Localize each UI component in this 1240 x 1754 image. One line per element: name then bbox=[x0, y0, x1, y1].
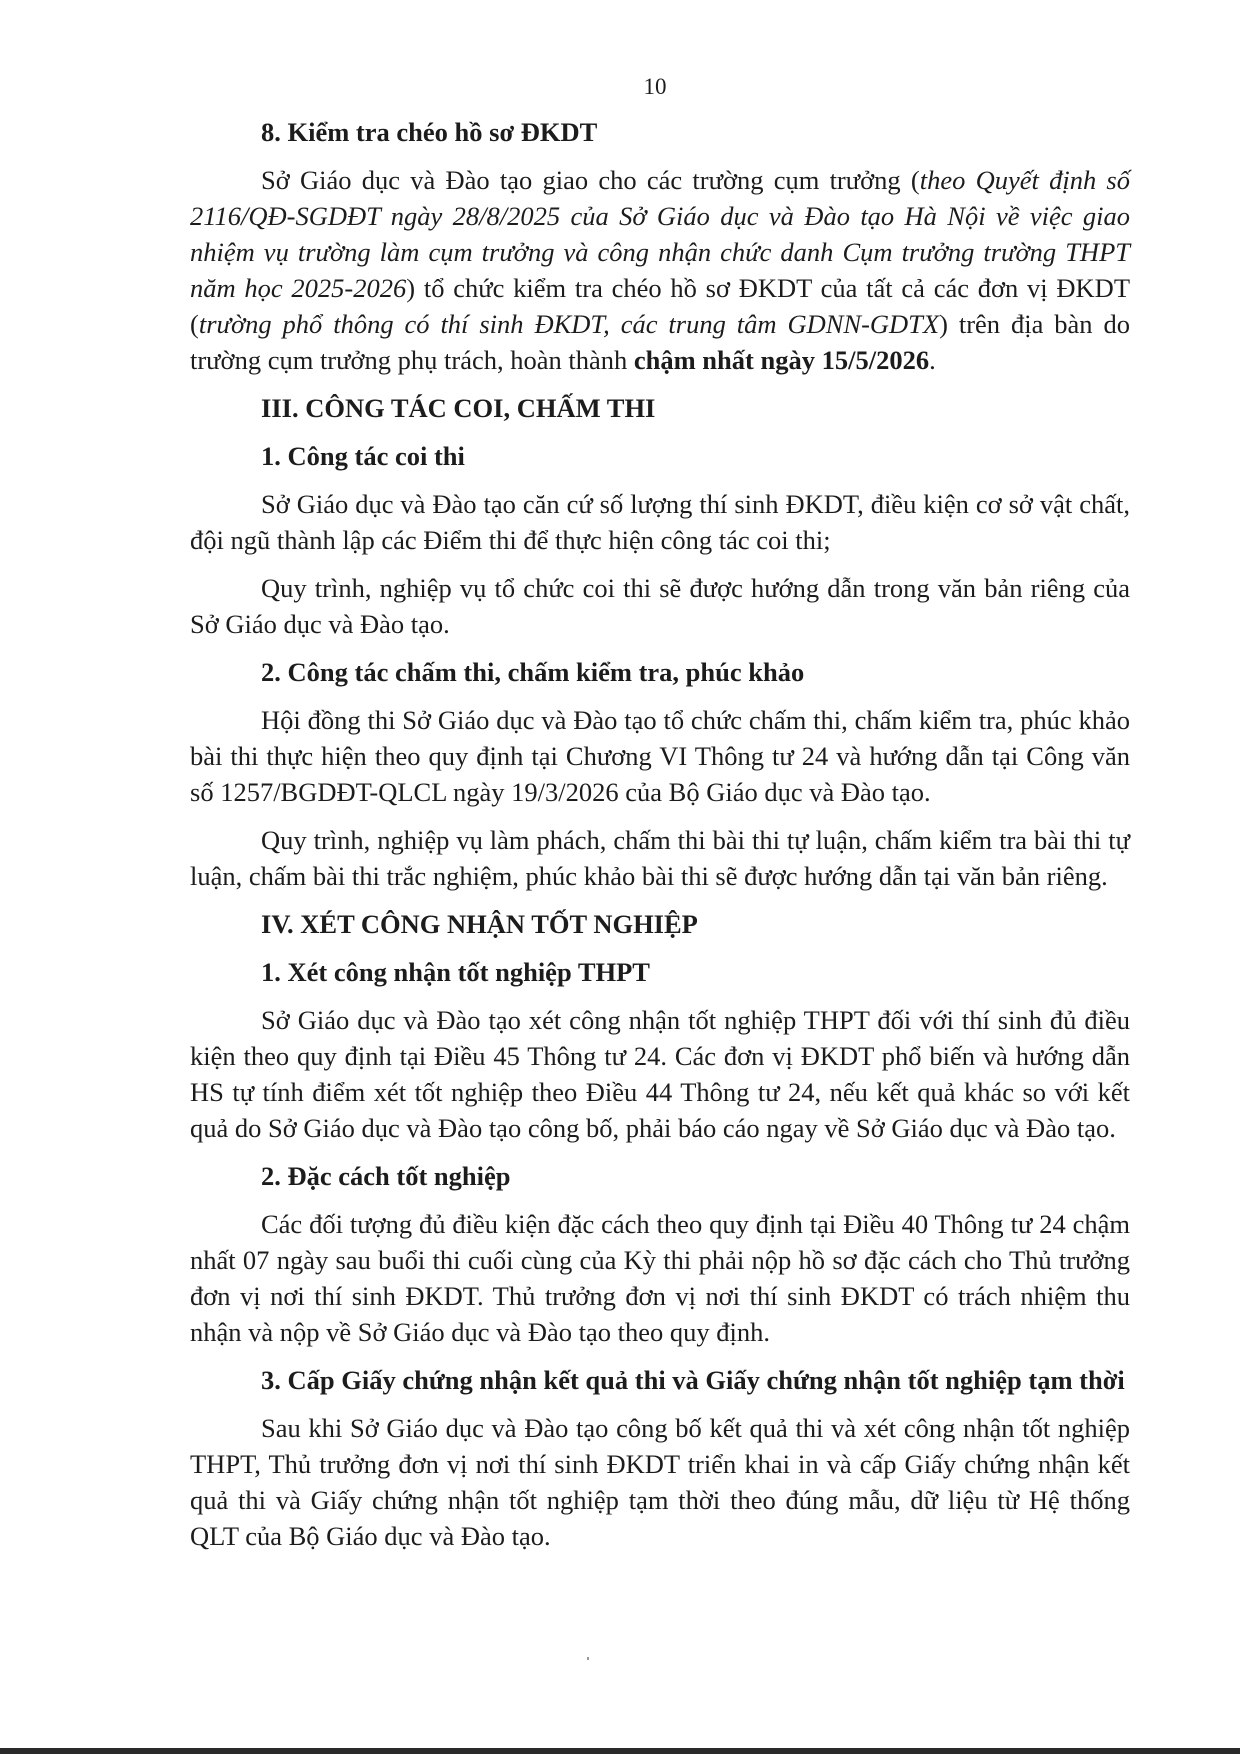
section-iv-heading: IV. XÉT CÔNG NHẬN TỐT NGHIỆP bbox=[261, 909, 698, 939]
section-iii-1-paragraph-1: Sở Giáo dục và Đào tạo căn cứ số lượng thí sinh ĐKDT, điều kiện cơ sở vật chất, đội ngũ thành lập các Điểm thi để thực hiện công tác coi thi; bbox=[190, 489, 1130, 555]
section-iii-2-paragraph-1: Hội đồng thi Sở Giáo dục và Đào tạo tổ chức chấm thi, chấm kiểm tra, phúc khảo bài thi thực hiện theo quy định tại Chương VI Thông tư 24 và hướng dẫn tại Công văn số 1257/BGDĐT-QLCL ngày 19/3/2026 của Bộ Giáo dục và Đào tạo. bbox=[190, 705, 1130, 807]
section-iii-heading: III. CÔNG TÁC COI, CHẤM THI bbox=[261, 393, 656, 423]
section-iv-3-heading: 3. Cấp Giấy chứng nhận kết quả thi và Giấy chứng nhận tốt nghiệp tạm thời bbox=[261, 1365, 1125, 1395]
section-8-paragraph: Sở Giáo dục và Đào tạo giao cho các trường cụm trưởng (theo Quyết định số 2116/QĐ-SGDĐT ngày 28/8/2025 của Sở Giáo dục và Đào tạo Hà Nội về việc giao nhiệm vụ trường làm cụm trưởng và công nhận chức danh Cụm trưởng trường THPT năm học 2025-2026) tổ chức kiểm tra chéo hồ sơ ĐKDT của tất cả các đơn vị ĐKDT (trường phổ thông có thí sinh ĐKDT, các trung tâm GDNN-GDTX) trên địa bàn do trường cụm trưởng phụ trách, hoàn thành chậm nhất ngày 15/5/2026. bbox=[190, 165, 1130, 375]
section-iii-2-paragraph-2: Quy trình, nghiệp vụ làm phách, chấm thi bài thi tự luận, chấm kiểm tra bài thi tự luận, chấm bài thi trắc nghiệm, phúc khảo bài thi sẽ được hướng dẫn tại văn bản riêng. bbox=[190, 825, 1130, 891]
section-iii-2-heading: 2. Công tác chấm thi, chấm kiểm tra, phúc khảo bbox=[261, 657, 805, 687]
scan-bottom-edge bbox=[0, 1748, 1240, 1754]
scan-speck bbox=[587, 1657, 589, 1660]
section-iv-1-heading: 1. Xét công nhận tốt nghiệp THPT bbox=[261, 957, 650, 987]
section-iii-1-paragraph-2: Quy trình, nghiệp vụ tổ chức coi thi sẽ được hướng dẫn trong văn bản riêng của Sở Giáo dục và Đào tạo. bbox=[190, 573, 1130, 639]
section-iii-1-heading: 1. Công tác coi thi bbox=[261, 441, 465, 471]
section-iv-2-paragraph: Các đối tượng đủ điều kiện đặc cách theo quy định tại Điều 40 Thông tư 24 chậm nhất 07 ngày sau buổi thi cuối cùng của Kỳ thi phải nộp hồ sơ đặc cách cho Thủ trưởng đơn vị nơi thí sinh ĐKDT. Thủ trưởng đơn vị nơi thí sinh ĐKDT có trách nhiệm thu nhận và nộp về Sở Giáo dục và Đào tạo theo quy định. bbox=[190, 1209, 1130, 1347]
section-iv-2-heading: 2. Đặc cách tốt nghiệp bbox=[261, 1161, 511, 1191]
section-8-heading: 8. Kiểm tra chéo hồ sơ ĐKDT bbox=[261, 117, 598, 147]
section-iv-3-paragraph: Sau khi Sở Giáo dục và Đào tạo công bố kết quả thi và xét công nhận tốt nghiệp THPT, Thủ trưởng đơn vị nơi thí sinh ĐKDT triển khai in và cấp Giấy chứng nhận kết quả thi và Giấy chứng nhận tốt nghiệp tạm thời theo đúng mẫu, dữ liệu từ Hệ thống QLT của Bộ Giáo dục và Đào tạo. bbox=[190, 1413, 1130, 1551]
page-number: 10 bbox=[643, 74, 667, 99]
document-body bbox=[190, 114, 1130, 1554]
section-iv-1-paragraph: Sở Giáo dục và Đào tạo xét công nhận tốt nghiệp THPT đối với thí sinh đủ điều kiện theo quy định tại Điều 45 Thông tư 24. Các đơn vị ĐKDT phổ biến và hướng dẫn HS tự tính điểm xét tốt nghiệp theo Điều 44 Thông tư 24, nếu kết quả khác so với kết quả do Sở Giáo dục và Đào tạo công bố, phải báo cáo ngay về Sở Giáo dục và Đào tạo. bbox=[190, 1005, 1130, 1143]
